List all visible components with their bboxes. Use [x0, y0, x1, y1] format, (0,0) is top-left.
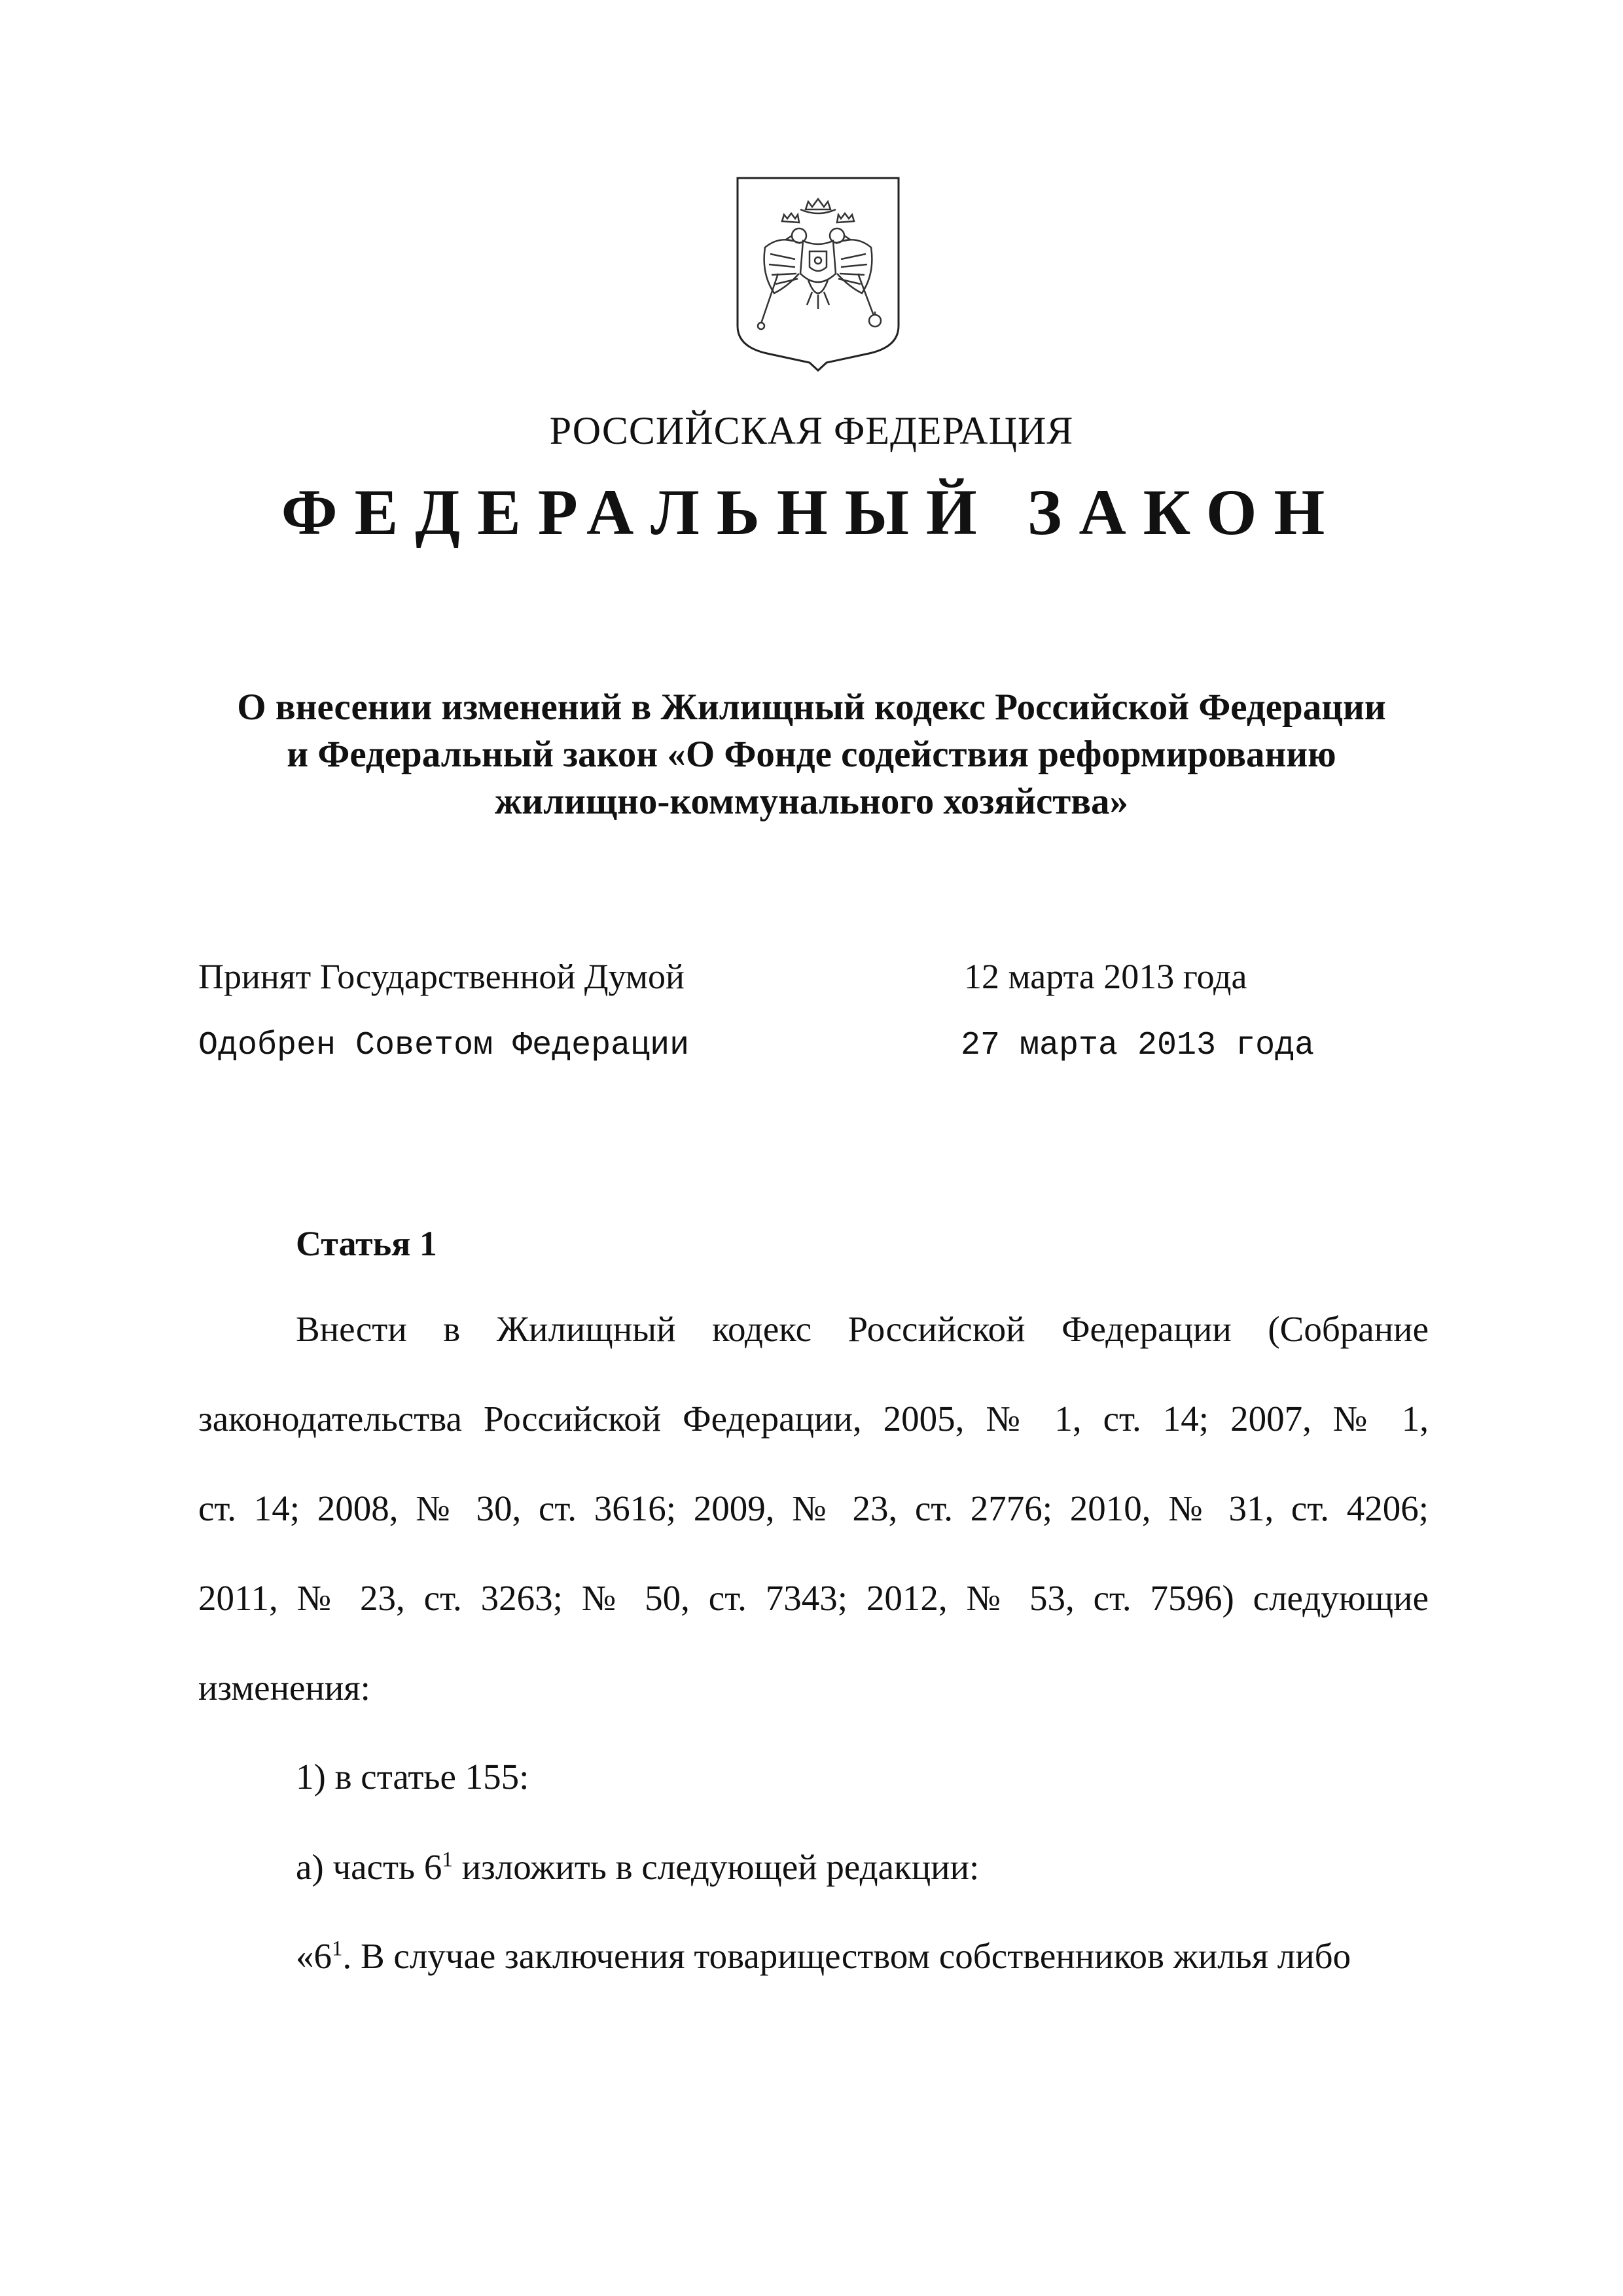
document-type-heading: ФЕДЕРАЛЬНЫЙ ЗАКОН: [281, 476, 1342, 548]
adoption-date: 27 марта 2013 года: [961, 1027, 1315, 1064]
article-text-line: ст. 14; 2008, № 30, ст. 3616; 2009, № 23, ст. 2776; 2010, № 31, ст. 4206;: [198, 1488, 1429, 1528]
adoption-label: Принят Государственной Думой: [198, 957, 685, 996]
article-heading: Статья 1: [296, 1224, 437, 1263]
adoption-label: Одобрен Советом Федерации: [198, 1027, 690, 1064]
superscript-index: 1: [442, 1848, 453, 1872]
article-subitem: [296, 1846, 1429, 1889]
country-name: РОССИЙСКАЯ ФЕДЕРАЦИЯ: [549, 409, 1074, 452]
article-text-line: изменения:: [198, 1668, 370, 1708]
russian-coat-of-arms-emblem: [735, 175, 901, 372]
quote-text: . В случае заключения товариществом собственников жилья либо: [342, 1936, 1351, 1976]
quote-text: «6: [296, 1936, 332, 1976]
article-text-line: Внести в Жилищный кодекс Российской Федерации (Собрание: [296, 1309, 1429, 1349]
adoption-row-duma: [198, 956, 1247, 998]
subitem-text: изложить в следующей редакции:: [452, 1847, 980, 1887]
law-title-line: и Федеральный закон «О Фонде содействия реформированию: [287, 734, 1336, 775]
article-text-line: 2011, № 23, ст. 3263; № 50, ст. 7343; 2012, № 53, ст. 7596) следующие: [198, 1578, 1429, 1618]
adoption-date: 12 марта 2013 года: [964, 957, 1247, 996]
article-text-line: законодательства Российской Федерации, 2005, № 1, ст. 14; 2007, № 1,: [198, 1399, 1429, 1439]
superscript-index: 1: [332, 1937, 343, 1961]
quoted-provision: [296, 1935, 1429, 1978]
law-title: [0, 684, 1623, 825]
law-title-line: жилищно-коммунального хозяйства»: [494, 781, 1129, 822]
adoption-row-council: [198, 1026, 1315, 1066]
article-item: 1) в статье 155:: [296, 1757, 529, 1797]
law-title-line: О внесении изменений в Жилищный кодекс Российской Федерации: [237, 687, 1386, 728]
subitem-text: а) часть 6: [296, 1847, 442, 1887]
